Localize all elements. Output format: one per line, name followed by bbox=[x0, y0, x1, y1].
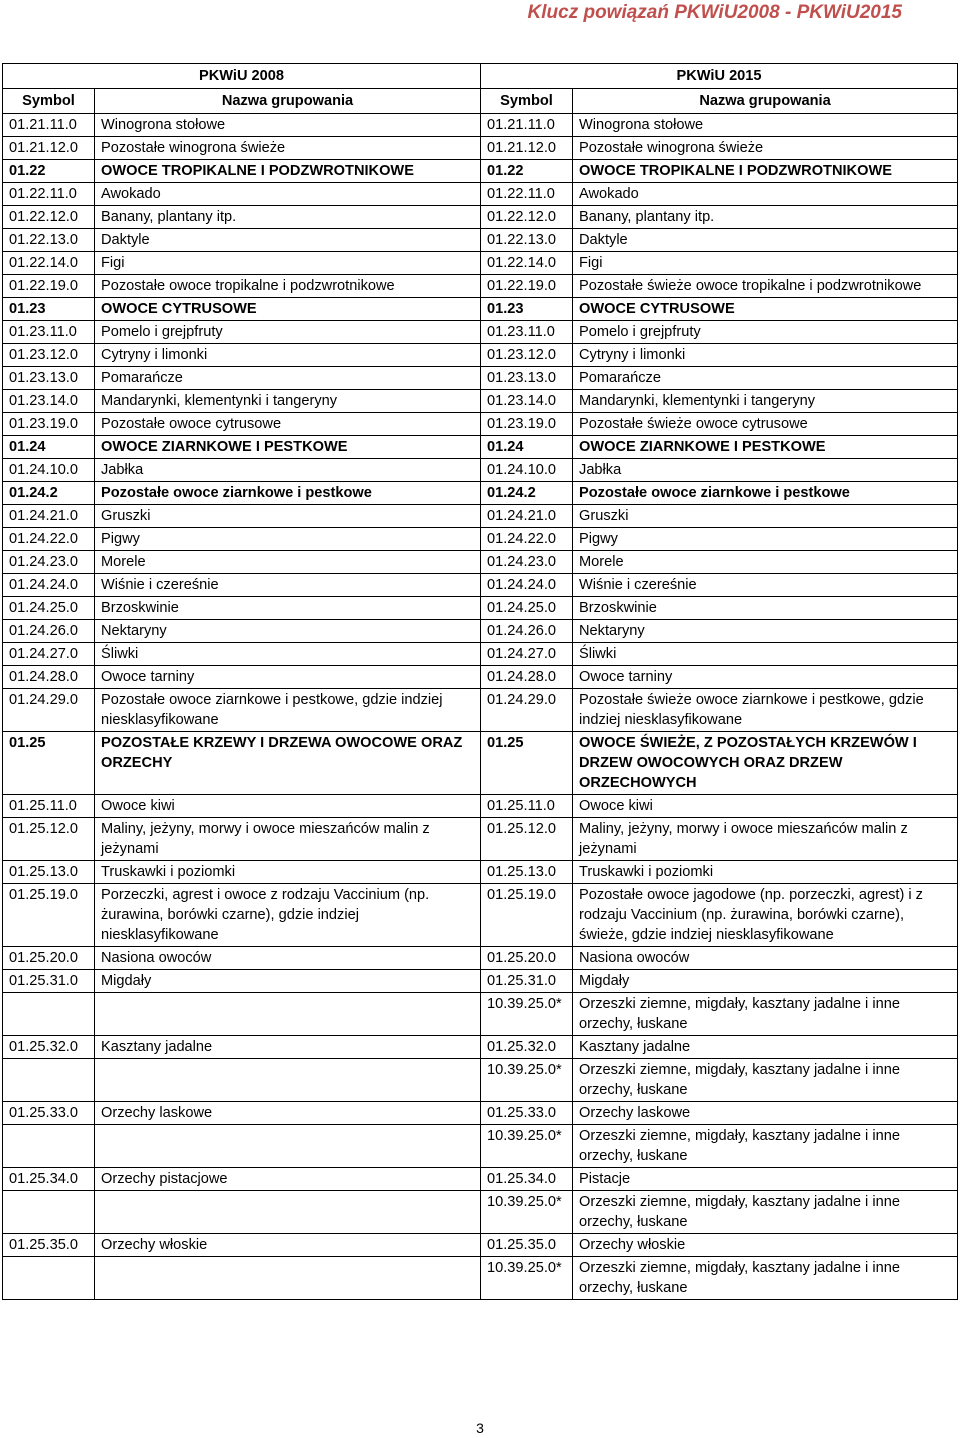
symbol-2015-cell: 01.24.28.0 bbox=[481, 666, 573, 689]
name-2015-cell: Awokado bbox=[573, 183, 958, 206]
symbol-2015-cell: 01.22.11.0 bbox=[481, 183, 573, 206]
symbol-2008-cell: 01.24.25.0 bbox=[3, 597, 95, 620]
table-row bbox=[3, 1036, 958, 1059]
name-2015-cell: Pistacje bbox=[573, 1168, 958, 1191]
table-row bbox=[3, 666, 958, 689]
table-row bbox=[3, 574, 958, 597]
name-2015-cell: Orzechy włoskie bbox=[573, 1234, 958, 1257]
name-2015-cell: Owoce tarniny bbox=[573, 666, 958, 689]
table-row bbox=[3, 620, 958, 643]
symbol-2015-cell: 01.25.33.0 bbox=[481, 1102, 573, 1125]
name-2008-cell: Winogrona stołowe bbox=[95, 114, 481, 137]
symbol-2015-cell: 01.22 bbox=[481, 160, 573, 183]
symbol-2008-cell: 01.24.29.0 bbox=[3, 689, 95, 732]
name-2015-cell: Orzeszki ziemne, migdały, kasztany jadalne i inne orzechy, łuskane bbox=[573, 1059, 958, 1102]
name-2008-cell: Pozostałe owoce tropikalne i podzwrotnikowe bbox=[95, 275, 481, 298]
header-name-2015: Nazwa grupowania bbox=[573, 89, 958, 114]
name-2015-cell: Cytryny i limonki bbox=[573, 344, 958, 367]
symbol-2008-cell: 01.22.12.0 bbox=[3, 206, 95, 229]
symbol-2008-cell: 01.25.33.0 bbox=[3, 1102, 95, 1125]
table-row bbox=[3, 367, 958, 390]
name-2015-cell: Nasiona owoców bbox=[573, 947, 958, 970]
name-2015-cell: Truskawki i poziomki bbox=[573, 861, 958, 884]
symbol-2008-cell: 01.25 bbox=[3, 732, 95, 795]
name-2015-cell: Mandarynki, klementynki i tangeryny bbox=[573, 390, 958, 413]
symbol-2015-cell: 01.24.25.0 bbox=[481, 597, 573, 620]
name-2015-cell: Banany, plantany itp. bbox=[573, 206, 958, 229]
symbol-2015-cell: 01.25.20.0 bbox=[481, 947, 573, 970]
name-2008-cell: Owoce tarniny bbox=[95, 666, 481, 689]
symbol-2008-cell: 01.25.31.0 bbox=[3, 970, 95, 993]
name-2015-cell: Pozostałe winogrona świeże bbox=[573, 137, 958, 160]
table-row bbox=[3, 344, 958, 367]
symbol-2015-cell: 01.23.11.0 bbox=[481, 321, 573, 344]
table-row bbox=[3, 206, 958, 229]
name-2008-cell: Truskawki i poziomki bbox=[95, 861, 481, 884]
name-2015-cell: Winogrona stołowe bbox=[573, 114, 958, 137]
symbol-2008-cell: 01.24 bbox=[3, 436, 95, 459]
table-row bbox=[3, 1234, 958, 1257]
symbol-2015-cell: 01.24.10.0 bbox=[481, 459, 573, 482]
name-2015-cell: OWOCE CYTRUSOWE bbox=[573, 298, 958, 321]
name-2008-cell: OWOCE CYTRUSOWE bbox=[95, 298, 481, 321]
name-2015-cell: Kasztany jadalne bbox=[573, 1036, 958, 1059]
name-2008-cell: Jabłka bbox=[95, 459, 481, 482]
symbol-2015-cell: 01.24 bbox=[481, 436, 573, 459]
name-2008-cell: Wiśnie i czereśnie bbox=[95, 574, 481, 597]
name-2008-cell bbox=[95, 1191, 481, 1234]
name-2008-cell bbox=[95, 993, 481, 1036]
name-2015-cell: Owoce kiwi bbox=[573, 795, 958, 818]
name-2015-cell: Wiśnie i czereśnie bbox=[573, 574, 958, 597]
symbol-2015-cell: 01.21.11.0 bbox=[481, 114, 573, 137]
symbol-2015-cell: 01.23.14.0 bbox=[481, 390, 573, 413]
header-symbol-2015: Symbol bbox=[481, 89, 573, 114]
symbol-2008-cell: 01.24.23.0 bbox=[3, 551, 95, 574]
symbol-2015-cell: 10.39.25.0* bbox=[481, 993, 573, 1036]
symbol-2015-cell: 01.23.13.0 bbox=[481, 367, 573, 390]
symbol-2008-cell: 01.24.26.0 bbox=[3, 620, 95, 643]
name-2008-cell: Cytryny i limonki bbox=[95, 344, 481, 367]
symbol-2008-cell: 01.25.19.0 bbox=[3, 884, 95, 947]
symbol-2008-cell: 01.24.2 bbox=[3, 482, 95, 505]
symbol-2008-cell: 01.24.28.0 bbox=[3, 666, 95, 689]
symbol-2015-cell: 01.25.19.0 bbox=[481, 884, 573, 947]
name-2015-cell: Orzechy laskowe bbox=[573, 1102, 958, 1125]
name-2015-cell: OWOCE ŚWIEŻE, Z POZOSTAŁYCH KRZEWÓW I DRZEW OWOCOWYCH ORAZ DRZEW ORZECHOWYCH bbox=[573, 732, 958, 795]
name-2008-cell bbox=[95, 1059, 481, 1102]
name-2015-cell: Migdały bbox=[573, 970, 958, 993]
name-2008-cell: Kasztany jadalne bbox=[95, 1036, 481, 1059]
header-group-row bbox=[3, 64, 958, 89]
name-2008-cell: Figi bbox=[95, 252, 481, 275]
name-2008-cell bbox=[95, 1257, 481, 1300]
name-2008-cell: Pozostałe owoce cytrusowe bbox=[95, 413, 481, 436]
symbol-2015-cell: 01.24.27.0 bbox=[481, 643, 573, 666]
symbol-2008-cell: 01.25.34.0 bbox=[3, 1168, 95, 1191]
symbol-2015-cell: 01.24.26.0 bbox=[481, 620, 573, 643]
table-row bbox=[3, 597, 958, 620]
table-row bbox=[3, 1257, 958, 1300]
name-2008-cell bbox=[95, 1125, 481, 1168]
symbol-2015-cell: 10.39.25.0* bbox=[481, 1059, 573, 1102]
table-row bbox=[3, 993, 958, 1036]
symbol-2008-cell: 01.25.20.0 bbox=[3, 947, 95, 970]
table-row bbox=[3, 1059, 958, 1102]
symbol-2008-cell: 01.25.35.0 bbox=[3, 1234, 95, 1257]
name-2015-cell: Orzeszki ziemne, migdały, kasztany jadalne i inne orzechy, łuskane bbox=[573, 1257, 958, 1300]
symbol-2008-cell: 01.25.11.0 bbox=[3, 795, 95, 818]
name-2008-cell: Pomelo i grejpfruty bbox=[95, 321, 481, 344]
symbol-2008-cell bbox=[3, 1059, 95, 1102]
symbol-2008-cell bbox=[3, 1257, 95, 1300]
table-row bbox=[3, 818, 958, 861]
name-2008-cell: Nasiona owoców bbox=[95, 947, 481, 970]
symbol-2015-cell: 01.24.2 bbox=[481, 482, 573, 505]
symbol-2008-cell: 01.23.13.0 bbox=[3, 367, 95, 390]
table-row bbox=[3, 390, 958, 413]
table-row bbox=[3, 551, 958, 574]
name-2015-cell: Daktyle bbox=[573, 229, 958, 252]
name-2015-cell: Pozostałe świeże owoce ziarnkowe i pestkowe, gdzie indziej niesklasyfikowane bbox=[573, 689, 958, 732]
symbol-2015-cell: 01.21.12.0 bbox=[481, 137, 573, 160]
symbol-2015-cell: 01.22.19.0 bbox=[481, 275, 573, 298]
name-2015-cell: OWOCE ZIARNKOWE I PESTKOWE bbox=[573, 436, 958, 459]
table-row bbox=[3, 1125, 958, 1168]
symbol-2015-cell: 01.24.29.0 bbox=[481, 689, 573, 732]
symbol-2008-cell: 01.23.11.0 bbox=[3, 321, 95, 344]
symbol-2015-cell: 01.24.23.0 bbox=[481, 551, 573, 574]
table-row bbox=[3, 1102, 958, 1125]
table-row bbox=[3, 459, 958, 482]
symbol-2015-cell: 01.24.24.0 bbox=[481, 574, 573, 597]
page-number: 3 bbox=[476, 1420, 484, 1436]
name-2008-cell: Nektaryny bbox=[95, 620, 481, 643]
symbol-2015-cell: 01.22.14.0 bbox=[481, 252, 573, 275]
symbol-2015-cell: 01.25.31.0 bbox=[481, 970, 573, 993]
document-title: Klucz powiązań PKWiU2008 - PKWiU2015 bbox=[527, 2, 902, 23]
symbol-2015-cell: 01.25.13.0 bbox=[481, 861, 573, 884]
header-pkwiu2008: PKWiU 2008 bbox=[3, 64, 481, 89]
name-2015-cell: Pomarańcze bbox=[573, 367, 958, 390]
table-row bbox=[3, 160, 958, 183]
name-2015-cell: Orzeszki ziemne, migdały, kasztany jadalne i inne orzechy, łuskane bbox=[573, 1191, 958, 1234]
header-columns-row bbox=[3, 89, 958, 114]
symbol-2008-cell: 01.23.19.0 bbox=[3, 413, 95, 436]
name-2008-cell: Mandarynki, klementynki i tangeryny bbox=[95, 390, 481, 413]
name-2008-cell: Owoce kiwi bbox=[95, 795, 481, 818]
name-2015-cell: Nektaryny bbox=[573, 620, 958, 643]
table-row bbox=[3, 689, 958, 732]
table-row bbox=[3, 643, 958, 666]
name-2015-cell: Pozostałe świeże owoce cytrusowe bbox=[573, 413, 958, 436]
name-2008-cell: Pozostałe owoce ziarnkowe i pestkowe bbox=[95, 482, 481, 505]
table-row bbox=[3, 114, 958, 137]
table-row bbox=[3, 252, 958, 275]
symbol-2008-cell: 01.23.12.0 bbox=[3, 344, 95, 367]
symbol-2015-cell: 01.25.32.0 bbox=[481, 1036, 573, 1059]
symbol-2015-cell: 01.25.34.0 bbox=[481, 1168, 573, 1191]
name-2008-cell: Maliny, jeżyny, morwy i owoce mieszańców malin z jeżynami bbox=[95, 818, 481, 861]
symbol-2015-cell: 01.25.35.0 bbox=[481, 1234, 573, 1257]
name-2008-cell: OWOCE ZIARNKOWE I PESTKOWE bbox=[95, 436, 481, 459]
name-2015-cell: Śliwki bbox=[573, 643, 958, 666]
table-row bbox=[3, 947, 958, 970]
symbol-2015-cell: 10.39.25.0* bbox=[481, 1191, 573, 1234]
correspondence-table bbox=[2, 63, 958, 1300]
name-2008-cell: OWOCE TROPIKALNE I PODZWROTNIKOWE bbox=[95, 160, 481, 183]
symbol-2015-cell: 01.25.11.0 bbox=[481, 795, 573, 818]
symbol-2008-cell bbox=[3, 1191, 95, 1234]
name-2008-cell: Pigwy bbox=[95, 528, 481, 551]
symbol-2008-cell: 01.24.10.0 bbox=[3, 459, 95, 482]
symbol-2008-cell: 01.23 bbox=[3, 298, 95, 321]
table-row bbox=[3, 732, 958, 795]
symbol-2015-cell: 01.23.12.0 bbox=[481, 344, 573, 367]
header-name-2008: Nazwa grupowania bbox=[95, 89, 481, 114]
name-2008-cell: Porzeczki, agrest i owoce z rodzaju Vaccinium (np. żurawina, borówki czarne), gdzie indziej niesklasyfikowane bbox=[95, 884, 481, 947]
table-row bbox=[3, 861, 958, 884]
table-row bbox=[3, 1191, 958, 1234]
table-row bbox=[3, 275, 958, 298]
table-row bbox=[3, 482, 958, 505]
symbol-2008-cell: 01.24.27.0 bbox=[3, 643, 95, 666]
symbol-2015-cell: 10.39.25.0* bbox=[481, 1257, 573, 1300]
symbol-2008-cell: 01.22.13.0 bbox=[3, 229, 95, 252]
name-2008-cell: Morele bbox=[95, 551, 481, 574]
name-2015-cell: Orzeszki ziemne, migdały, kasztany jadalne i inne orzechy, łuskane bbox=[573, 993, 958, 1036]
name-2008-cell: Pozostałe owoce ziarnkowe i pestkowe, gdzie indziej niesklasyfikowane bbox=[95, 689, 481, 732]
symbol-2015-cell: 01.22.12.0 bbox=[481, 206, 573, 229]
symbol-2015-cell: 01.24.22.0 bbox=[481, 528, 573, 551]
symbol-2008-cell: 01.21.12.0 bbox=[3, 137, 95, 160]
name-2008-cell: Orzechy włoskie bbox=[95, 1234, 481, 1257]
name-2008-cell: Orzechy pistacjowe bbox=[95, 1168, 481, 1191]
name-2008-cell: Awokado bbox=[95, 183, 481, 206]
name-2015-cell: Orzeszki ziemne, migdały, kasztany jadalne i inne orzechy, łuskane bbox=[573, 1125, 958, 1168]
name-2015-cell: Pigwy bbox=[573, 528, 958, 551]
table-row bbox=[3, 183, 958, 206]
name-2015-cell: Pozostałe owoce ziarnkowe i pestkowe bbox=[573, 482, 958, 505]
symbol-2008-cell: 01.22.11.0 bbox=[3, 183, 95, 206]
symbol-2015-cell: 01.24.21.0 bbox=[481, 505, 573, 528]
name-2015-cell: Gruszki bbox=[573, 505, 958, 528]
symbol-2015-cell: 01.22.13.0 bbox=[481, 229, 573, 252]
symbol-2015-cell: 01.23 bbox=[481, 298, 573, 321]
symbol-2008-cell: 01.25.13.0 bbox=[3, 861, 95, 884]
name-2008-cell: Gruszki bbox=[95, 505, 481, 528]
table-row bbox=[3, 1168, 958, 1191]
name-2008-cell: Pomarańcze bbox=[95, 367, 481, 390]
table-row bbox=[3, 795, 958, 818]
symbol-2015-cell: 01.25.12.0 bbox=[481, 818, 573, 861]
name-2008-cell: Daktyle bbox=[95, 229, 481, 252]
table-row bbox=[3, 970, 958, 993]
name-2015-cell: Maliny, jeżyny, morwy i owoce mieszańców malin z jeżynami bbox=[573, 818, 958, 861]
table-row bbox=[3, 505, 958, 528]
symbol-2008-cell: 01.24.22.0 bbox=[3, 528, 95, 551]
name-2015-cell: Brzoskwinie bbox=[573, 597, 958, 620]
name-2015-cell: Figi bbox=[573, 252, 958, 275]
name-2015-cell: Jabłka bbox=[573, 459, 958, 482]
symbol-2008-cell bbox=[3, 1125, 95, 1168]
name-2015-cell: OWOCE TROPIKALNE I PODZWROTNIKOWE bbox=[573, 160, 958, 183]
table-row bbox=[3, 528, 958, 551]
name-2008-cell: Orzechy laskowe bbox=[95, 1102, 481, 1125]
name-2008-cell: POZOSTAŁE KRZEWY I DRZEWA OWOCOWE ORAZ ORZECHY bbox=[95, 732, 481, 795]
symbol-2008-cell: 01.21.11.0 bbox=[3, 114, 95, 137]
symbol-2008-cell: 01.24.24.0 bbox=[3, 574, 95, 597]
symbol-2015-cell: 10.39.25.0* bbox=[481, 1125, 573, 1168]
symbol-2008-cell bbox=[3, 993, 95, 1036]
symbol-2008-cell: 01.25.32.0 bbox=[3, 1036, 95, 1059]
name-2008-cell: Migdały bbox=[95, 970, 481, 993]
table-row bbox=[3, 413, 958, 436]
name-2008-cell: Brzoskwinie bbox=[95, 597, 481, 620]
table-row bbox=[3, 321, 958, 344]
symbol-2008-cell: 01.23.14.0 bbox=[3, 390, 95, 413]
name-2015-cell: Morele bbox=[573, 551, 958, 574]
table-row bbox=[3, 298, 958, 321]
symbol-2008-cell: 01.22.19.0 bbox=[3, 275, 95, 298]
table-row bbox=[3, 229, 958, 252]
table-row bbox=[3, 137, 958, 160]
symbol-2015-cell: 01.25 bbox=[481, 732, 573, 795]
name-2008-cell: Banany, plantany itp. bbox=[95, 206, 481, 229]
name-2015-cell: Pozostałe świeże owoce tropikalne i podzwrotnikowe bbox=[573, 275, 958, 298]
symbol-2008-cell: 01.22 bbox=[3, 160, 95, 183]
header-pkwiu2015: PKWiU 2015 bbox=[481, 64, 958, 89]
name-2015-cell: Pozostałe owoce jagodowe (np. porzeczki, agrest) i z rodzaju Vaccinium (np. żurawina, borówki czarne), świeże, gdzie indziej niesklasyfikowane bbox=[573, 884, 958, 947]
header-symbol-2008: Symbol bbox=[3, 89, 95, 114]
name-2015-cell: Pomelo i grejpfruty bbox=[573, 321, 958, 344]
name-2008-cell: Pozostałe winogrona świeże bbox=[95, 137, 481, 160]
name-2008-cell: Śliwki bbox=[95, 643, 481, 666]
symbol-2008-cell: 01.22.14.0 bbox=[3, 252, 95, 275]
symbol-2015-cell: 01.23.19.0 bbox=[481, 413, 573, 436]
table-row bbox=[3, 884, 958, 947]
table-row bbox=[3, 436, 958, 459]
symbol-2008-cell: 01.25.12.0 bbox=[3, 818, 95, 861]
symbol-2008-cell: 01.24.21.0 bbox=[3, 505, 95, 528]
